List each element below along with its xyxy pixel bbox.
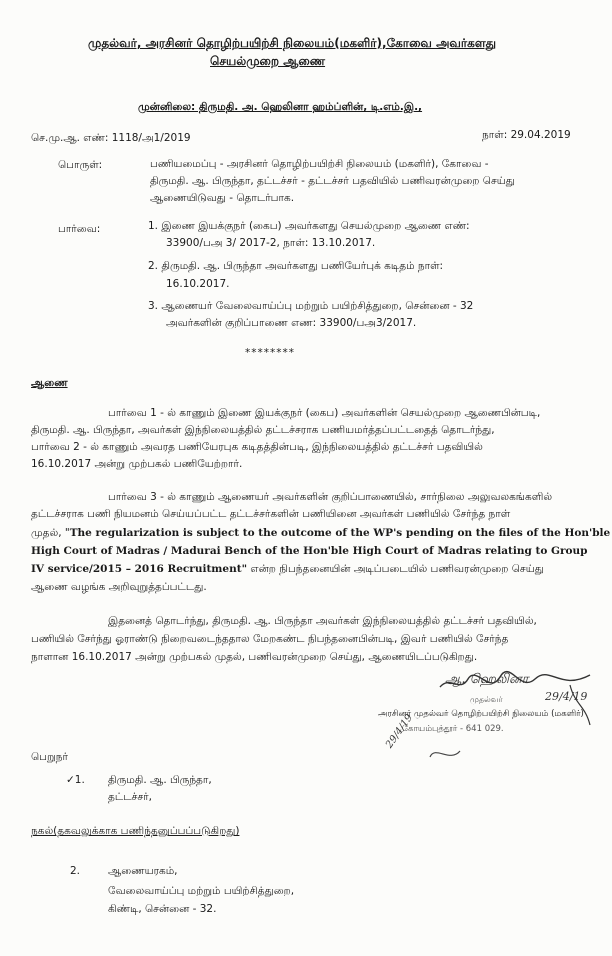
para2-line-5-english: IV service/2015 – 2016 Recruitment" <box>31 563 248 575</box>
recipient-role: தட்டச்சர், <box>108 791 153 803</box>
para2-line-3 <box>31 526 610 541</box>
para2-line-3-prefix: முதல், " <box>31 527 70 539</box>
para3-line-3: நாளான 16.10.2017 அன்று முற்பகல் முதல், பணிவரன்முறை செய்து, ஆணையிடப்படுகிறது. <box>31 651 478 663</box>
recipient-name: திருமதி. ஆ. பிருந்தா, <box>108 774 212 786</box>
signature-office-line-2: கோயம்புத்தூர் - 641 029. <box>402 724 504 734</box>
para2-line-3-english: The regularization is subject to the outcome of the WP's pending on the files of the Hon'ble <box>69 527 611 539</box>
signature-initials: 29/4/19 <box>384 712 416 751</box>
para2-line-2: தட்டச்சராக பணி நியமனம் செய்யப்பட்ட தட்டச்சர்களின் பணியினை அவர்கள் பணியில் சேர்ந்த நாள் <box>31 508 511 520</box>
para1-line-2: திருமதி. ஆ. பிருந்தா, அவர்கள் இந்நிலையத்தில் தட்டச்சராக பணியமர்த்தப்பட்டதைத் தொடர்ந்து, <box>31 424 495 436</box>
reference-2-line-1: 2. திருமதி. ஆ. பிருந்தா அவர்களது பணியேர்புக் கடிதம் நாள்: <box>148 260 444 272</box>
para1-line-4: 16.10.2017 அன்று முற்பகல் பணியேற்றார். <box>31 458 243 470</box>
order-heading: ஆணை <box>31 377 68 389</box>
para3-line-2: பணியில் சேர்ந்து ஓராண்டு நிறைவடைந்ததால மேறகண்ட நிபந்தனைபின்படி, இவர் பணியில் சேர்ந்த <box>31 633 509 645</box>
para2-line-4: High Court of Madras / Madurai Bench of the Hon'ble High Court of Madras relating to Group <box>31 545 588 557</box>
copy-line-1: ஆணையரகம், <box>108 865 178 877</box>
signature-designation-small: முதல்வர் <box>470 695 503 704</box>
subject-label: பொருள்: <box>58 159 103 171</box>
recipient-tick: ✓1. <box>66 774 85 786</box>
reference-3-line-2: அவர்களின் குறிப்பாணை எண: 33900/பஅ3/2017. <box>166 317 417 329</box>
title-line-1: முதல்வர், அரசினர் தொழிற்பயிற்சி நிலையம்(மகளிர்),கோவை அவர்களது <box>88 36 497 50</box>
reference-1-line-2: 33900/பஅ 3/ 2017-2, நாள்: 13.10.2017. <box>166 237 376 249</box>
para3-line-1: இதனைத் தொடர்ந்து, திருமதி. ஆ. பிருந்தா அவர்கள் இந்நிலையத்தில் தட்டச்சர் பதவியில், <box>108 615 537 627</box>
reference-label: பார்வை: <box>58 223 101 235</box>
signature-name: ஆ. ஹெலினா <box>445 672 529 687</box>
order-date: நாள்: 29.04.2019 <box>482 129 571 141</box>
para1-line-3: பார்வை 2 - ல் காணும் அவரத பணியேரபுக கடிதத்தின்படி, இந்நிலையத்தில் தட்டச்சர் பதவியில் <box>31 441 483 453</box>
copy-number: 2. <box>70 865 81 877</box>
presence-line: முன்னிலை: திருமதி. அ. ஹெலினா ஹம்ப்ளின், டி.எம்.இ., <box>138 101 423 113</box>
copy-line-2: வேலைவாய்ப்பு மற்றும் பயிற்சித்துறை, <box>108 885 295 897</box>
copy-heading: நகல்(தகவலுக்காக பணிந்தனுப்பப்படுகிறது) <box>31 825 240 837</box>
reference-2-line-2: 16.10.2017. <box>166 278 230 290</box>
title-line-2: செயல்முறை ஆணை <box>210 54 326 68</box>
signature-office-line-1: அரசினர் முதல்வர் தொழிற்பயிற்சி நிலையம் (மகளிர்) <box>378 709 584 719</box>
subject-line-3: ஆணையிடுவது - தொடர்பாக. <box>150 192 295 204</box>
para2-line-5 <box>31 562 544 577</box>
reference-1-line-1: 1. இணை இயக்குநர் (கைப) அவர்களது செயல்முறை ஆணை எண்: <box>148 220 470 232</box>
reference-number: செ.மு.ஆ. எண்: 1118/அ1/2019 <box>31 132 191 144</box>
signature-date: 29/4/19 <box>545 690 588 703</box>
reference-3-line-1: 3. ஆணையர் வேலைவாய்ப்பு மற்றும் பயிற்சித்துறை, சென்னை - 32 <box>148 300 474 312</box>
copy-line-3: கிண்டி, சென்னை - 32. <box>108 903 217 915</box>
para1-line-1: பார்வை 1 - ல் காணும் இணை இயக்குநர் (கைப) அவர்களின் செயல்முறை ஆணைபின்படி, <box>108 407 541 419</box>
subject-line-2: திருமதி. ஆ. பிருந்தா, தட்டச்சர் - தட்டச்சர் பதவியில் பணிவரன்முறை செய்து <box>150 175 515 187</box>
recipient-label: பெறுநர் <box>31 751 68 763</box>
separator: ******** <box>245 347 295 359</box>
para2-line-5-tamil: என்ற நிபந்தனையின் அடிப்படையில் பணிவரன்முறை செய்து <box>250 563 544 575</box>
para2-line-6: ஆணை வழங்க அறிவுறுத்தப்பட்டது. <box>31 581 207 593</box>
para2-line-1: பார்வை 3 - ல் காணும் ஆணையர் அவர்களின் குறிப்பாணையில், சார்நிலை அலுவலகங்களில் <box>108 491 553 503</box>
subject-line-1: பணியமைப்பு - அரசினர் தொழிற்பயிற்சி நிலையம் (மகளிர்), கோவை - <box>150 158 489 170</box>
